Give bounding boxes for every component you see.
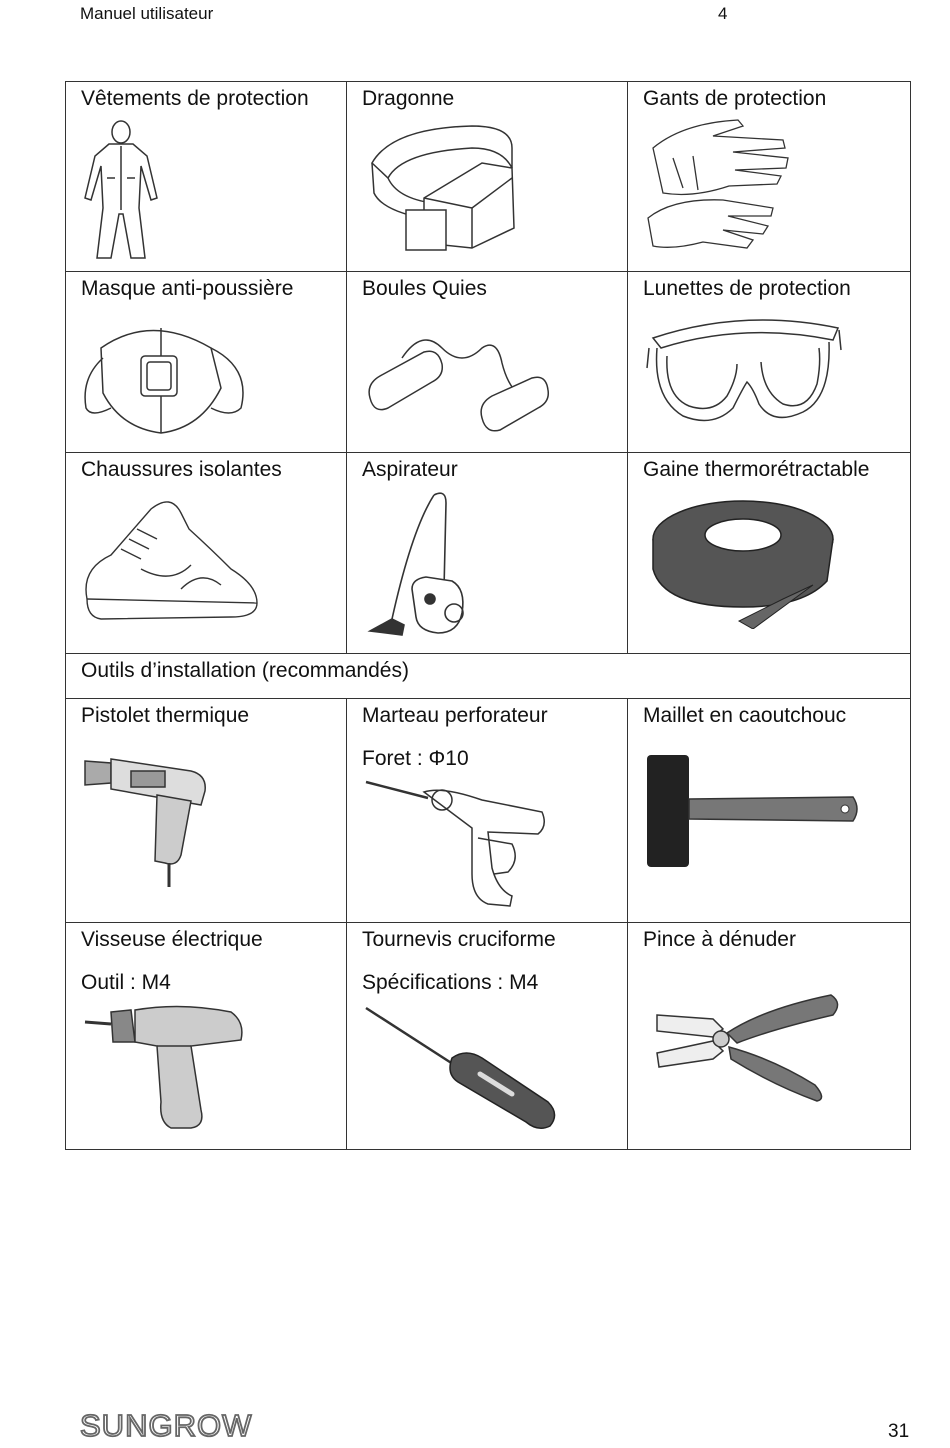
cell-gloves (628, 82, 911, 272)
cell-electric-screwdriver (66, 923, 347, 1150)
cell-wire-stripper (628, 923, 911, 1150)
heat-shrink-tube-icon (643, 489, 910, 629)
item-label: Dragonne (362, 87, 455, 110)
cell-vacuum (347, 453, 628, 654)
earplugs-icon (362, 308, 627, 438)
wrist-strap-icon (362, 118, 627, 258)
tools-table (65, 81, 911, 1150)
item-label: Chaussures isolantes (81, 458, 282, 481)
cell-heat-gun (66, 699, 347, 923)
cell-heat-shrink (628, 453, 911, 654)
item-spec: Outil : M4 (81, 971, 171, 995)
cell-goggles (628, 272, 911, 453)
hammer-drill-icon (362, 778, 627, 908)
item-label: Maillet en caoutchouc (643, 704, 847, 727)
dust-mask-icon (81, 308, 346, 438)
heat-gun-icon (81, 755, 346, 895)
item-label: Masque anti-poussière (81, 277, 294, 300)
cell-dust-mask (66, 272, 347, 453)
item-label: Visseuse électrique (81, 928, 263, 951)
item-label: Aspirateur (362, 458, 458, 481)
item-label: Tournevis cruciforme (362, 928, 556, 951)
item-label: Boules Quies (362, 277, 487, 300)
cell-insulated-shoes (66, 453, 347, 654)
item-label: Pistolet thermique (81, 704, 250, 727)
page-number: 31 (888, 1421, 910, 1442)
cell-protective-clothing (66, 82, 347, 272)
cell-earplugs (347, 272, 628, 453)
wire-stripper-icon (643, 989, 910, 1109)
item-label: Pince à dénuder (643, 928, 796, 951)
item-label: Gants de protection (643, 87, 827, 110)
insulated-shoes-icon (81, 489, 346, 629)
vacuum-cleaner-icon (362, 489, 627, 649)
phillips-screwdriver-icon (362, 1002, 627, 1132)
item-label: Vêtements de protection (81, 87, 309, 110)
cell-hammer-drill (347, 699, 628, 923)
item-spec: Spécifications : M4 (362, 971, 539, 995)
section-heading-installation (66, 654, 911, 699)
item-spec: Foret : Φ10 (362, 747, 469, 771)
goggles-icon (643, 308, 910, 438)
item-label: Gaine thermorétractable (643, 458, 870, 481)
rubber-mallet-icon (643, 751, 910, 871)
item-label: Lunettes de protection (643, 277, 851, 300)
cell-rubber-mallet (628, 699, 911, 923)
sungrow-logo (80, 1410, 280, 1447)
item-label: Marteau perforateur (362, 704, 548, 727)
protective-suit-icon (81, 118, 346, 263)
chapter-number: 4 (718, 4, 728, 23)
section-title: Outils d’installation (recommandés) (81, 659, 409, 682)
svg-text:SUNGROW: SUNGROW (80, 1410, 253, 1442)
cell-wrist-strap (347, 82, 628, 272)
cell-phillips-screwdriver (347, 923, 628, 1150)
gloves-icon (643, 118, 910, 258)
electric-screwdriver-icon (81, 1002, 346, 1132)
header-title: Manuel utilisateur (80, 4, 214, 23)
